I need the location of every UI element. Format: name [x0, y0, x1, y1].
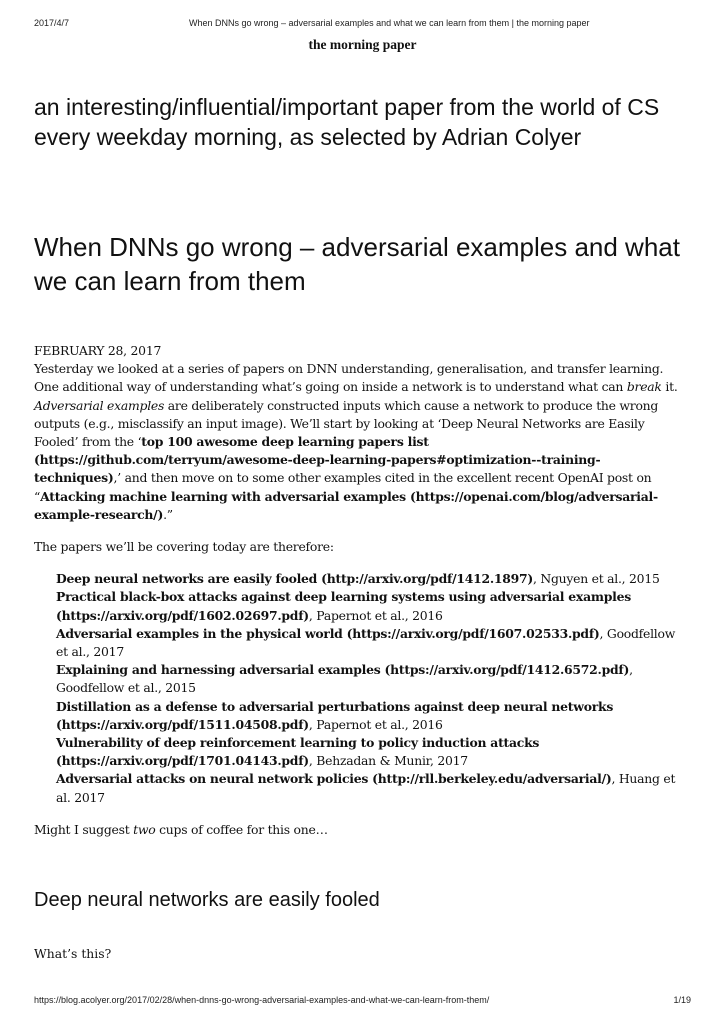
- awesome-papers-link[interactable]: top 100 awesome deep learning papers list (https://github.com/terryum/awesome-deep-learning-papers#optimization--training-techniques): [34, 434, 601, 486]
- list-item: [56, 734, 684, 770]
- page-number: 1/19: [673, 995, 691, 1005]
- paper-link[interactable]: Practical black-box attacks against deep learning systems using adversarial examples (https://arxiv.org/pdf/1602.02697.pdf): [56, 589, 631, 623]
- intro-text-2: it.: [661, 379, 678, 395]
- list-item: [56, 588, 684, 624]
- paper-link[interactable]: Explaining and harnessing adversarial examples (https://arxiv.org/pdf/1412.6572.pdf): [56, 662, 630, 678]
- list-item: [56, 570, 684, 588]
- list-item: [56, 625, 684, 661]
- section-heading: Deep neural networks are easily fooled: [34, 889, 380, 911]
- paper-authors: , Behzadan & Munir, 2017: [308, 753, 468, 769]
- print-url: https://blog.acolyer.org/2017/02/28/when-dnns-go-wrong-adversarial-examples-and-what-we-can-learn-from-them/: [34, 995, 490, 1005]
- paper-authors: , Goodfellow et al., 2015: [56, 662, 633, 696]
- intro-text-4: ,’ and then move on to some other examples cited in the excellent recent OpenAI post on “: [34, 470, 652, 504]
- intro-text-3: are deliberately constructed inputs which cause a network to produce the wrong outputs (e.g., misclassify an input image). We’ll start by looking at ‘Deep Neural Networks are Easily Fooled’ from the ‘: [34, 397, 659, 450]
- two-emphasis: two: [133, 821, 156, 837]
- list-item: [56, 698, 684, 734]
- coffee-paragraph: [34, 821, 684, 839]
- coffee-text-2: cups of coffee for this one…: [155, 821, 328, 837]
- adversarial-examples-emphasis: Adversarial examples: [34, 397, 165, 413]
- paper-authors: , Nguyen et al., 2015: [533, 571, 660, 587]
- coffee-text-1: Might I suggest: [34, 821, 134, 837]
- intro-text-5: .”: [163, 506, 173, 522]
- paper-link[interactable]: Deep neural networks are easily fooled (http://arxiv.org/pdf/1412.1897): [56, 571, 533, 587]
- site-tagline: an interesting/influential/important paper from the world of CS every weekday morning, as selected by Adrian Colyer: [34, 94, 660, 150]
- paper-link[interactable]: Adversarial attacks on neural network policies (http://rll.berkeley.edu/adversarial/): [56, 771, 612, 787]
- paper-list: [34, 570, 684, 807]
- paper-authors: , Huang et al. 2017: [56, 771, 676, 805]
- print-date: 2017/4/7: [34, 18, 70, 28]
- post-title: When DNNs go wrong – adversarial examples and what we can learn from them: [34, 232, 680, 296]
- paper-authors: , Papernot et al., 2016: [308, 716, 443, 732]
- paper-link[interactable]: Distillation as a defense to adversarial perturbations against deep neural networks (https://arxiv.org/pdf/1511.04508.pdf): [56, 698, 614, 732]
- intro-text-1: Yesterday we looked at a series of papers on DNN understanding, generalisation, and transfer learning. One additional way of understanding what’s going on inside a network is to understand what can: [34, 361, 664, 395]
- whats-this-text: What’s this?: [34, 946, 112, 961]
- print-document-title: When DNNs go wrong – adversarial examples and what we can learn from them | the morning paper: [189, 18, 590, 28]
- site-name-link[interactable]: the morning paper: [308, 37, 417, 52]
- paper-link[interactable]: Vulnerability of deep reinforcement learning to policy induction attacks (https://arxiv.org/pdf/1701.04143.pdf): [56, 735, 540, 769]
- list-item: [56, 661, 684, 697]
- break-emphasis: break: [626, 379, 662, 395]
- paper-authors: , Goodfellow et al., 2017: [56, 625, 676, 660]
- post-content: [34, 342, 684, 839]
- paper-link[interactable]: Adversarial examples in the physical world (https://arxiv.org/pdf/1607.02533.pdf): [56, 625, 600, 641]
- paper-authors: , Papernot et al., 2016: [308, 607, 443, 623]
- list-item: [56, 770, 684, 806]
- intro-paragraph: [34, 360, 684, 524]
- openai-post-link[interactable]: Attacking machine learning with adversarial examples (https://openai.com/blog/adversarial-example-research/): [34, 488, 658, 522]
- post-date: FEBRUARY 28, 2017: [34, 343, 162, 358]
- papers-intro: The papers we’ll be covering today are therefore:: [34, 539, 334, 555]
